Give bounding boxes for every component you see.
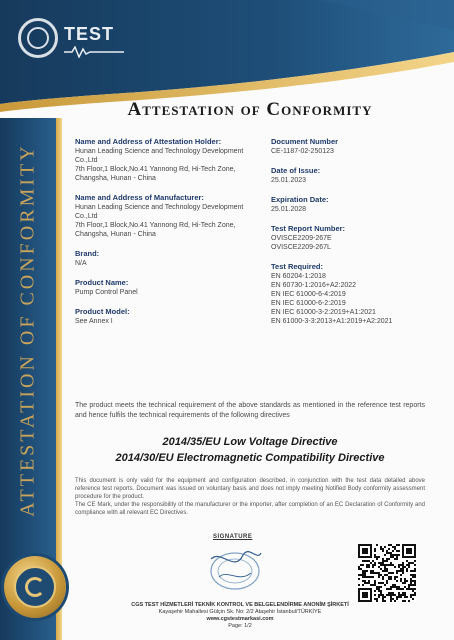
field-value: Changsha, Hunan - China — [75, 175, 156, 182]
field-value: OVISCE2209-267E — [271, 235, 332, 242]
field-label: Test Required: — [271, 262, 323, 271]
disclaimer — [75, 477, 425, 517]
certificate-title: Attestation of Conformity — [127, 99, 373, 120]
field-value: Changsha, Hunan - China — [75, 231, 156, 238]
cgs-test-logo — [16, 16, 126, 72]
wave-icon — [64, 46, 124, 58]
field-label: Document Number — [271, 137, 339, 146]
left-fields-column — [75, 137, 255, 336]
field-value: EN IEC 61000-6-4:2019 — [271, 291, 346, 298]
field-date-of-issue — [271, 166, 431, 185]
conformity-statement: The product meets the technical requirement of the above standards as mentioned in the reference test reports and hence fulfils the technical requirements of the following directives — [75, 402, 425, 419]
field-label: Test Report Number: — [271, 224, 346, 233]
field-label: Date of Issue: — [271, 166, 321, 175]
field-value: Pump Control Panel — [75, 289, 138, 296]
field-label: Product Model: — [75, 307, 130, 316]
logo-text: TEST — [64, 24, 115, 44]
field-value: 7th Floor,1 Block,No.41 Yannong Rd, Hi-Tech Zone, — [75, 222, 236, 229]
disclaimer-paragraph: The CE Mark, under the responsibility of the manufacturer or the importer, after completion of an EC Declaration of Conformity and compliance with all relevant EC Directives. — [75, 502, 425, 516]
field-label: Expiration Date: — [271, 195, 329, 204]
field-value: See Annex I — [75, 318, 113, 325]
field-value: CE-1187-02-250123 — [271, 148, 334, 155]
field-brand — [75, 249, 255, 268]
field-value: OVISCE2209-267L — [271, 244, 331, 251]
cgs-seal-icon — [4, 556, 66, 618]
field-manufacturer — [75, 193, 255, 239]
field-value: 7th Floor,1 Block,No.41 Yannong Rd, Hi-Tech Zone, — [75, 166, 236, 173]
field-value: EN IEC 61000-3-2:2019+A1:2021 — [271, 309, 376, 316]
field-label: Product Name: — [75, 278, 129, 287]
qr-code-icon — [358, 544, 416, 602]
directive-emc: 2014/30/EU Electromagnetic Compatibility Directive — [115, 452, 385, 464]
field-value: EN IEC 61000-6-2:2019 — [271, 300, 346, 307]
field-document-number — [271, 137, 431, 156]
field-label: Brand: — [75, 249, 100, 258]
footer-company: CGS TEST HİZMETLERİ TEKNİK KONTROL VE BELGELENDİRME ANONİM ŞİRKETİ — [131, 602, 349, 608]
field-value: Hunan Leading Science and Technology Development — [75, 204, 244, 211]
field-label: Name and Address of Manufacturer: — [75, 193, 204, 202]
field-value: EN 60730-1:2016+A2:2022 — [271, 282, 357, 289]
field-label: Name and Address of Attestation Holder: — [75, 137, 222, 146]
field-product-model — [75, 307, 255, 326]
field-value: 25.01.2028 — [271, 206, 307, 213]
directive-lvd: 2014/35/EU Low Voltage Directive — [162, 436, 338, 448]
field-expiration-date — [271, 195, 431, 214]
cgs-logo-icon — [18, 18, 58, 58]
field-product-name — [75, 278, 255, 297]
right-fields-column — [271, 137, 431, 336]
field-test-required — [271, 262, 431, 326]
sidebar-gold-stripe — [56, 118, 62, 640]
field-value: N/A — [75, 260, 87, 267]
signature-label: SIGNATURE — [213, 534, 253, 540]
footer-address: Kayaşehir Mahallesi Gülçin Sk. No: 2/2 Ataşehir İstanbul/TÜRKİYE — [158, 609, 322, 615]
field-value: EN 60204-1:2018 — [271, 273, 326, 280]
field-value: 25.01.2023 — [271, 177, 307, 184]
field-value: EN 61000-3-3:2013+A1:2019+A2:2021 — [271, 318, 393, 325]
field-value: Hunan Leading Science and Technology Development — [75, 148, 244, 155]
field-test-report-number — [271, 224, 431, 252]
field-value: Co.,Ltd — [75, 213, 98, 220]
vertical-title: ATTESTATION OF CONFORMITY — [16, 143, 39, 517]
field-attestation-holder — [75, 137, 255, 183]
signature-stamp-icon — [205, 543, 265, 593]
footer-page-number: Page: 1/2 — [228, 623, 252, 629]
disclaimer-paragraph: This document is only valid for the equipment and configuration described, in conjunction with the test data detailed above reference test reports. Document was issued on voluntary basis and does not imply meeting Notified Body conformity assessment procedure for the product. — [75, 478, 425, 500]
footer-website: www.cgstestmarkasi.com — [206, 616, 274, 622]
field-value: Co.,Ltd — [75, 157, 98, 164]
